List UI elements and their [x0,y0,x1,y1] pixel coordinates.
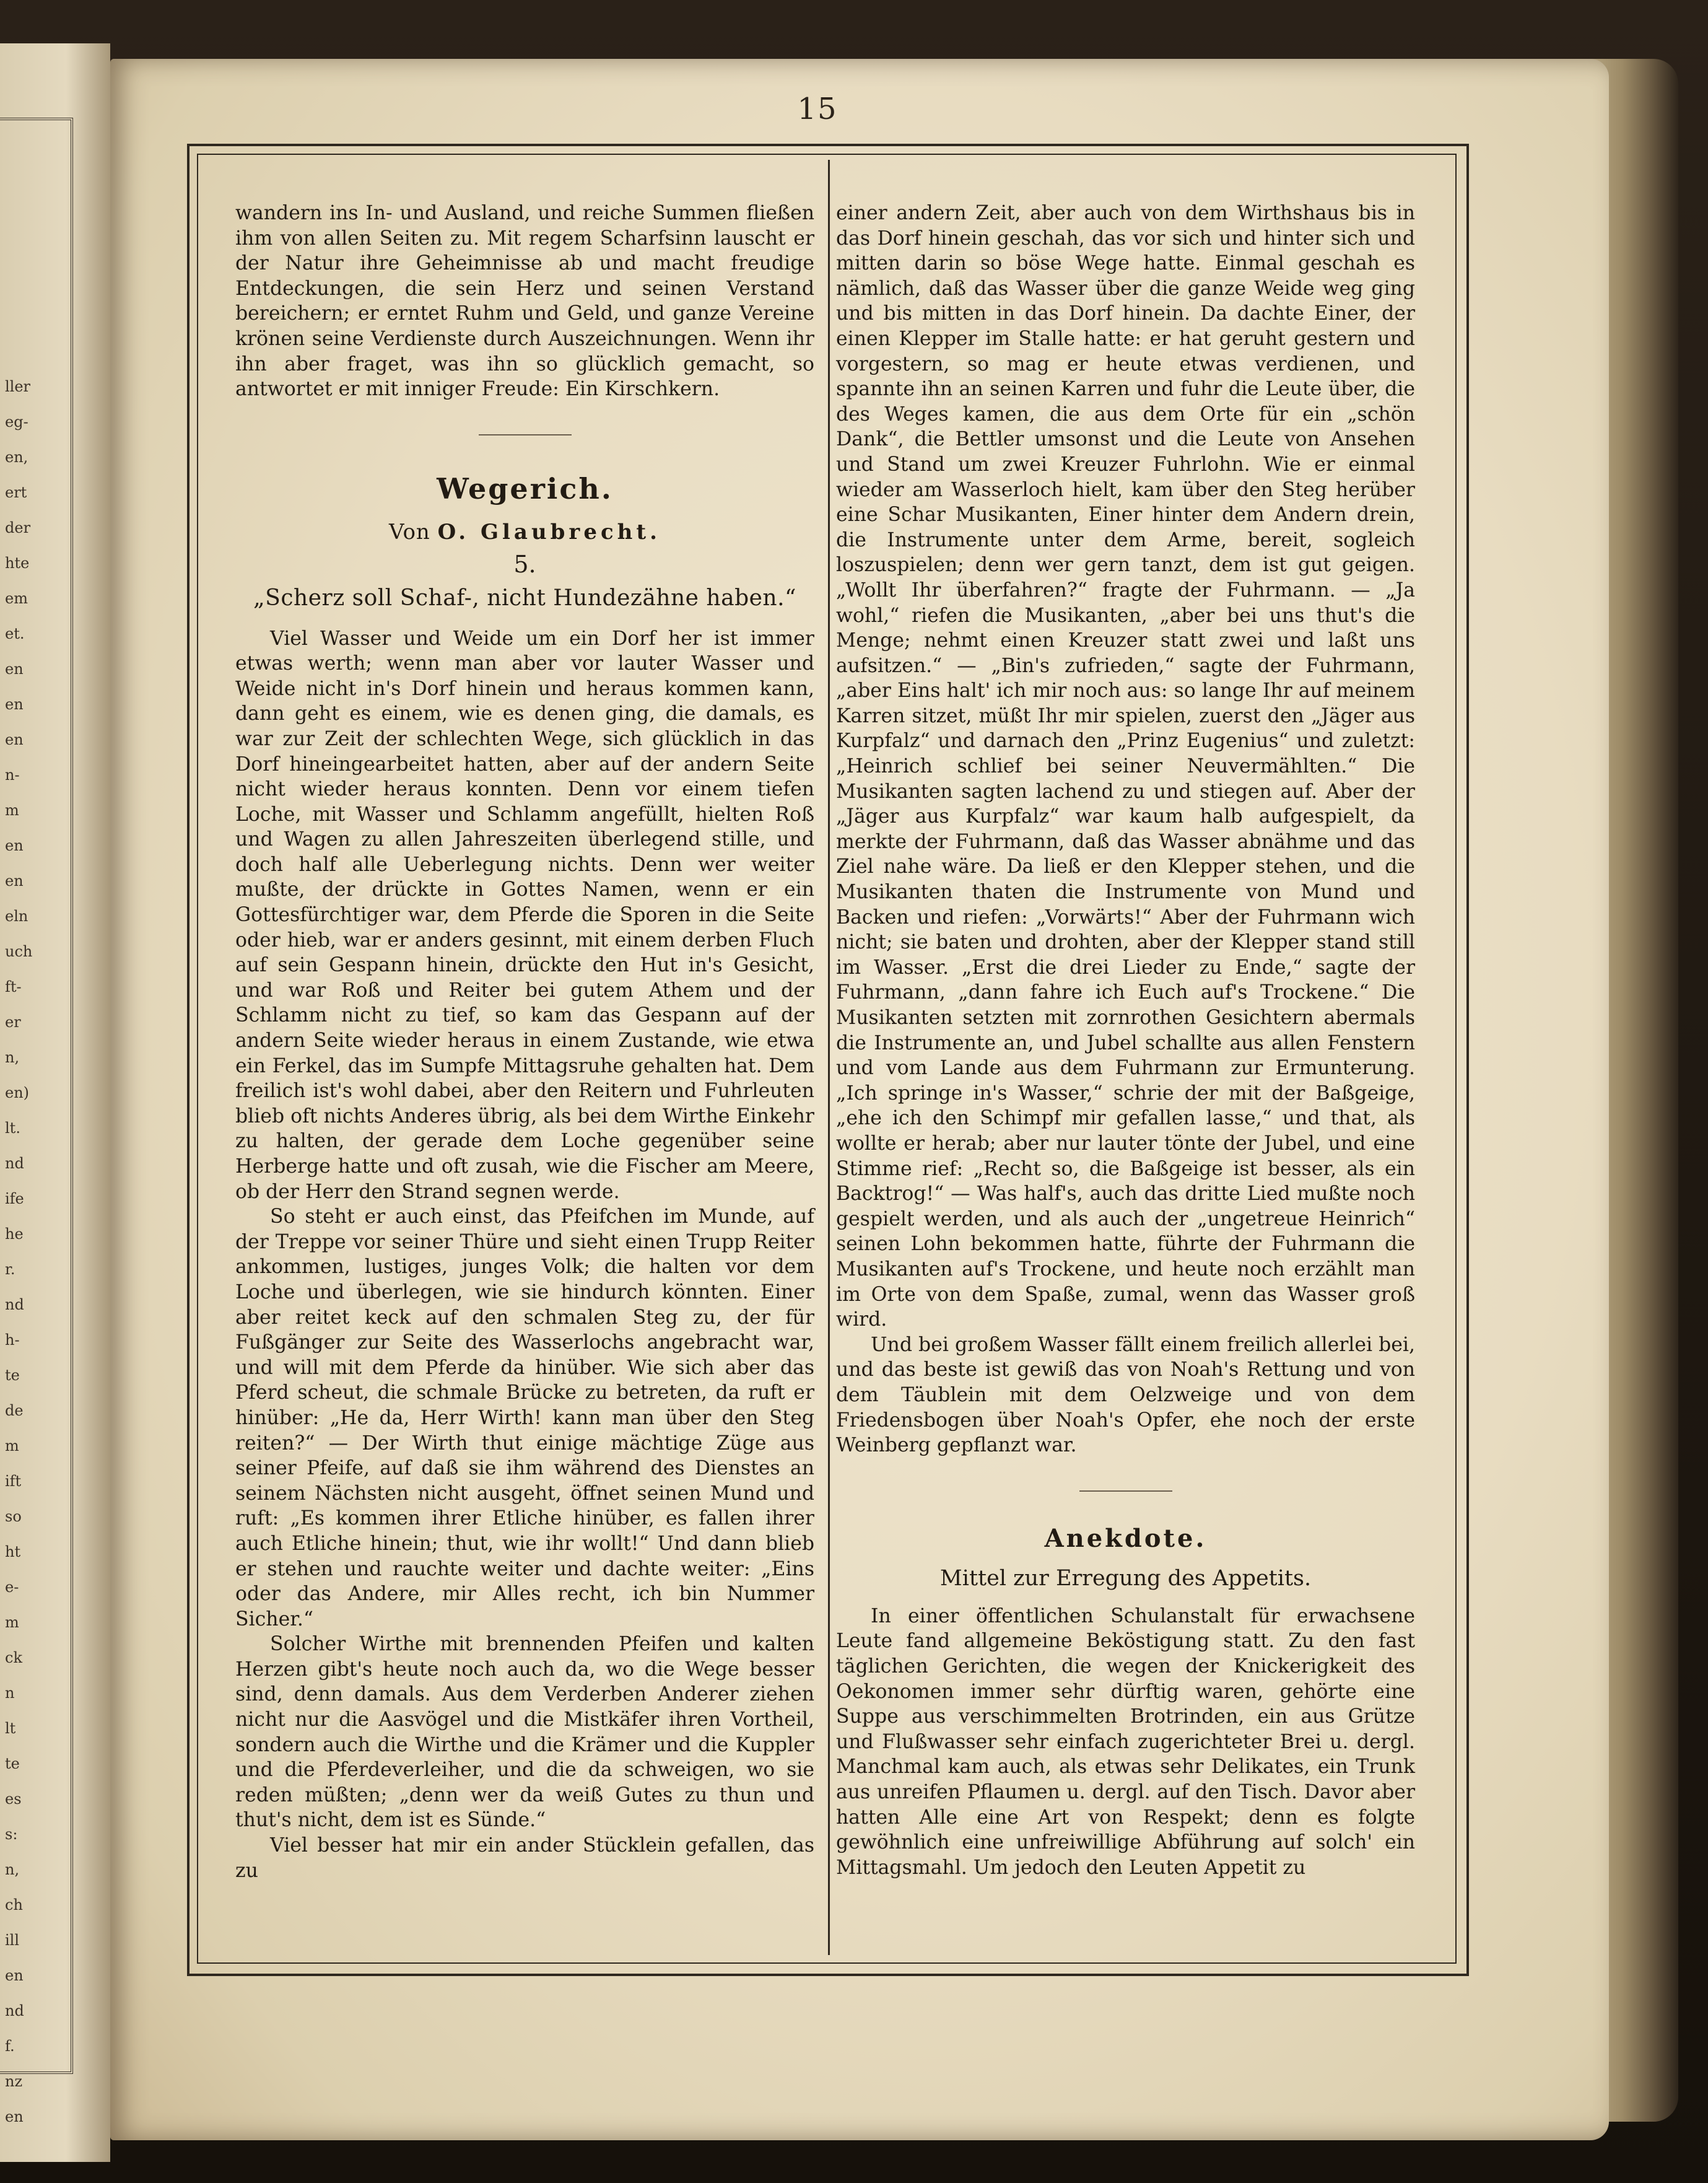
left-margin-fragment: en [5,731,24,748]
byline-prefix: Von [389,519,430,545]
left-margin-fragment: ht [5,1543,21,1560]
left-margin-fragment: n, [5,1049,20,1066]
left-margin-fragment: eg- [5,413,28,431]
left-margin-fragment: eln [5,908,28,925]
left-margin-fragment: n [5,1684,15,1702]
left-margin-fragment: lt [5,1720,16,1737]
anecdote-subtitle: Mittel zur Erregung des Appetits. [939,1566,1312,1591]
left-margin-fragment: en [5,2108,24,2125]
left-margin-fragment: nd [5,1155,24,1172]
left-margin-fragment: en [5,696,24,713]
left-margin-fragment: f. [5,2037,15,2055]
body-paragraph: Und bei großem Wasser fällt einem freilich allerlei bei, und das beste ist gewiß das von Noah's Rettung und von dem Täublein mit dem Oelzweige und von dem Friedensbogen über Noah's Opfer, ehe noch der erste Weinberg gepflanzt war. [836,1333,1415,1457]
body-paragraph: So steht er auch einst, das Pfeifchen im Munde, auf der Treppe vor seiner Thüre und sieht einen Trupp Reiter ankommen, lustiges, junges Volk; die halten vor dem Loche und überlegen, wie sie hindurch könnten. Einer aber reitet keck auf den schmalen Steg zu, der für Fußgänger zur Seite des Wasserlochs angebracht war, und will mit dem Pferde da hinüber. Wie sich aber das Pferd scheut, die schmale Brücke zu betreten, da ruft er hinüber: „He da, Herr Wirth! kann man über den Steg reiten?“ — Der Wirth thut einige mächtige Züge aus seiner Pfeife, auf daß sie ihm während des Dienstes an seinem Nächsten nicht ausgeht, öffnet seinen Mund und ruft: „Es kommen ihrer Etliche hinüber, es fallen ihrer auch Etliche hinein; thut, wie ihr wollt!“ Und dann blieb er stehen und rauchte weiter und dachte weiter: „Eins oder das Andere, mir Alles recht, ich bin Nummer Sicher.“ [235,1205,814,1630]
left-margin-fragment: ert [5,484,27,501]
anecdote-title: Anekdote. [1044,1523,1207,1553]
left-margin-fragment: he [5,1225,24,1243]
left-margin-fragment: n- [5,766,20,784]
left-margin-fragment: es [5,1790,22,1808]
left-margin-fragment: e- [5,1578,19,1596]
column-divider [828,160,830,1955]
left-page-edge [0,43,110,2162]
left-margin-fragment: h- [5,1331,20,1349]
chapter-motto: „Scherz soll Schaf-, nicht Hundezähne haben.“ [253,585,796,611]
right-column [836,201,1415,1880]
left-margin-fragment: en [5,1967,24,1984]
intro-paragraph: wandern ins In- und Ausland, und reiche Summen fließen ihm von allen Seiten zu. Mit regem Scharfsinn lauscht er der Natur ihre Geheimnisse ab und macht freudige Entdeckungen, die sein Herz und seinen Verstand bereichern; er erntet Ruhm und Geld, und ganze Vereine krönen seine Verdienste durch Auszeichnungen. Wenn ihr ihn aber fraget, was ihn so glücklich gemacht, so antwortet er mit inniger Freude: Ein Kirschkern. [235,202,814,401]
left-margin-fragment: m [5,1437,19,1455]
body-paragraph: Viel besser hat mir ein ander Stücklein gefallen, das zu [235,1834,814,1882]
left-margin-fragment: te [5,1755,20,1772]
left-margin-fragment: te [5,1367,20,1384]
left-margin-fragment: em [5,590,28,607]
left-margin-fragment: r. [5,1261,15,1278]
left-margin-fragment: nd [5,1296,24,1313]
left-margin-fragment: ft- [5,978,22,995]
left-margin-fragment: lt. [5,1119,20,1137]
left-margin-fragment: et. [5,625,25,642]
page-number: 15 [797,92,838,126]
left-margin-fragment: er [5,1013,21,1031]
left-margin-fragment: en [5,872,24,890]
left-margin-fragment: m [5,802,19,819]
byline [235,520,814,545]
byline-author: O. Glaubrecht. [437,519,661,545]
body-paragraph: Solcher Wirthe mit brennenden Pfeifen und kalten Herzen gibt's heute noch auch da, wo die Wege besser sind, denn damals. Aus dem Verderben Anderer ziehen nicht nur die Aasvögel und die Mistkäfer ihren Vortheil, sondern auch die Wirthe und die Krämer und die Kuppler und die Pferdeverleiher, und die da schweigen, wo sie reden müßten; „denn wer da weiß Gutes zu thun und thut's nicht, dem ist es Sünde.“ [235,1633,814,1832]
left-margin-fragment: ift [5,1472,22,1490]
left-margin-fragment: nd [5,2002,24,2019]
left-margin-fragment: der [5,519,31,536]
left-margin-fragment: ife [5,1190,24,1207]
left-margin-fragment: ill [5,1931,20,1949]
anecdote-paragraph: In einer öffentlichen Schulanstalt für erwachsene Leute fand allgemeine Beköstigung statt. Zu den fast täglichen Gerichten, die wegen der Knickerigkeit des Oekonomen immer sehr dürftig waren, gehörte eine Suppe aus verschimmelten Brotrinden, ein aus Grütze und Flußwasser sehr einfach zugerichteter Brei u. dergl. Manchmal kam auch, als etwas sehr Delikates, ein Trunk aus unreifen Pflaumen u. dergl. auf den Tisch. Davor aber hatten Alle eine Art von Respekt; denn es folgte gewöhnlich eine unfreiwillige Abführung auf solch' ein Mittagsmahl. Um jedoch den Leuten Appetit zu [836,1604,1415,1879]
chapter-number: 5. [513,551,536,579]
left-margin-fragment: en [5,660,24,678]
left-margin-fragment: s: [5,1826,18,1843]
left-margin-fragment: m [5,1614,19,1631]
left-margin-fragment: ller [5,378,31,395]
section-separator [1079,1490,1172,1492]
section-separator [479,434,572,435]
left-margin-fragment: n, [5,1861,20,1878]
left-margin-fragment: de [5,1402,24,1419]
body-paragraph: einer andern Zeit, aber auch von dem Wirthshaus bis in das Dorf hinein geschah, das vor sich und hinter sich und mitten darin so böse Wege hatte. Einmal geschah es nämlich, daß das Wasser über die ganze Weide weg ging und bis mitten in das Dorf hinein. Da dachte Einer, der einen Klepper im Stalle hatte: er hat geruht gestern und vorgestern, so mag er heute etwas verdienen, und spannte ihn an seinen Karren und fuhr die Leute über, die des Weges kamen, die aus dem Orte für ein „schön Dank“, die Bettler umsonst und die Leute von Ansehen und Stand um zwei Kreuzer Fuhrlohn. Wie er einmal wieder am Wasserloch hielt, kam über den Steg herüber eine Schar Musikanten, Einer hinter dem Andern drein, die Instrumente unter dem Arme, bereit, sogleich loszuspielen; denn wer gern tanzt, dem ist gut geigen. „Wollt Ihr überfahren?“ fragte der Fuhrmann. — „Ja wohl,“ riefen die Musikanten, „aber bei uns thut's die Menge; nehmt einen Kreuzer statt zwei und laßt uns aufsitzen.“ — „Bin's zufrieden,“ sagte der Fuhrmann, „aber Eins halt' ich mir noch aus: so lange Ihr auf meinem Karren sitzet, müßt Ihr mir spielen, zuerst den „Jäger aus Kurpfalz“ und darnach den „Prinz Eugenius“ und zuletzt: „Heinrich schlief bei seiner Neuvermählten.“ Die Musikanten sagten lachend zu und stiegen auf. Aber der „Jäger aus Kurpfalz“ war kaum halb aufgespielt, da merkte der Fuhrmann, daß das Wasser abnähme und das Ziel nahe wäre. Da ließ er den Klepper stehen, und die Musikanten thaten die Instrumente von Mund und Backen und riefen: „Vorwärts!“ Aber der Fuhrmann wich nicht; sie baten und drohten, aber der Klepper stand still im Wasser. „Erst die drei Lieder zu Ende,“ sagte der Fuhrmann, „dann fahre ich Euch auf's Trockene.“ Die Musikanten setzten mit zornrothen Gesichtern abermals die Instrumente an, und Jubel schallte aus allen Fenstern und vom Lande aus dem Fuhrmann zur Ermunterung. „Ich springe in's Wasser,“ schrie der mit der Baßgeige, „ehe ich den Schimpf mir gefallen lasse,“ und that, als wollte er herab; aber nur lauter tönte der Jubel, und eine Stimme rief: „Recht so, die Baßgeige ist besser, als ein Backtrog!“ — Was half's, auch das dritte Lied mußte noch gespielt werden, und als auch der „ungetreue Heinrich“ seinen Lohn bekommen hatte, führte der Fuhrmann die Musikanten auf's Trockene, und heute noch erzählt man im Orte von dem Spaße, zumal, wenn das Wasser groß wird. [836,202,1415,1331]
left-margin-fragment: ch [5,1896,23,1914]
left-margin-fragment: uch [5,943,33,960]
left-column [235,201,814,1883]
left-margin-fragment: so [5,1508,22,1525]
left-margin-fragment: en, [5,448,28,466]
article-title: Wegerich. [437,471,613,505]
left-margin-fragment: ck [5,1649,22,1666]
left-margin-fragment: en [5,837,24,854]
left-margin-fragment: nz [5,2073,23,2090]
left-margin-fragment: hte [5,554,30,572]
body-paragraph: Viel Wasser und Weide um ein Dorf her ist immer etwas werth; wenn man aber vor lauter Wasser und Weide nicht in's Dorf hinein und heraus kommen kann, dann geht es einem, wie es denen ging, die damals, es war zur Zeit der schlechten Wege, sich glücklich in das Dorf hineingearbeitet hatten, aber auf der andern Seite nicht wieder heraus konnten. Denn vor einem tiefen Loche, mit Wasser und Schlamm angefüllt, hielten Roß und Wagen zu allen Jahreszeiten überlegend stille, und doch half alle Ueberlegung nichts. Denn wer weiter mußte, der drückte in Gottes Namen, wenn er ein Gottesfürchtiger war, dem Pferde die Sporen in die Seite oder hieb, war er anders gesinnt, mit einem derben Fluch auf sein Gespann hinein, drückte den Hut in's Gesicht, und war Roß und Reiter bei gutem Athem und der Schlamm nicht zu tief, so kam das Gespann auf der andern Seite wieder heraus in einem Zustande, wie etwa ein Ferkel, das im Sumpfe Mittagsruhe gehalten hat. Dem freilich ist's wohl dabei, aber den Reitern und Fuhrleuten blieb oft nichts Anderes übrig, als bei dem Wirthe Einkehr zu halten, der gerade dem Loche gegenüber seine Herberge hatte und oft zusah, wie die Fischer am Meere, ob der Herr den Strand segnen werde. [235,627,814,1203]
left-margin-fragment: en) [5,1084,30,1101]
